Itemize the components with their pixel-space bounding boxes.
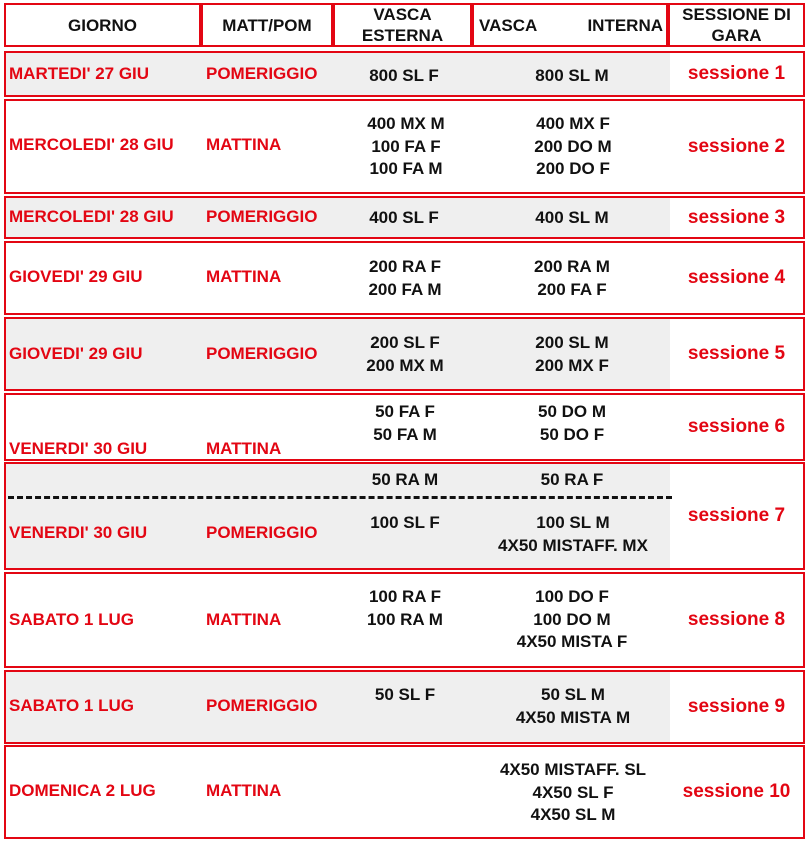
event-item: 100 FA F — [371, 136, 441, 156]
vasca-interna-events — [473, 512, 673, 557]
schedule-row — [4, 462, 805, 570]
event-item: 50 DO M — [537, 402, 607, 421]
schedule-row — [4, 196, 805, 239]
event-item: 200 DO M — [534, 136, 612, 156]
event-item: 50 RA M — [371, 470, 439, 489]
event-item: 4X50 SL M — [530, 805, 616, 824]
event-item: 200 MX M — [366, 355, 444, 375]
day-label: VENERDI' 30 GIU — [9, 439, 148, 458]
event-item: 50 RA F — [540, 470, 604, 489]
event-item: 200 MX F — [535, 355, 609, 375]
event-item: 100 SL M — [536, 513, 610, 532]
time-of-day-label: MATTINA — [206, 267, 282, 286]
time-of-day-label: POMERIGGIO — [206, 696, 318, 715]
event-item: 400 SL M — [535, 208, 609, 227]
event-item: 50 DO F — [539, 424, 605, 444]
session-label: sessione 10 — [682, 781, 791, 802]
event-item: 400 MX M — [367, 114, 445, 133]
header-vasca-label: VASCA — [479, 15, 538, 35]
schedule-row — [4, 99, 805, 194]
vasca-interna-events — [472, 207, 672, 230]
schedule-row — [4, 51, 805, 97]
session-label: sessione 7 — [687, 505, 786, 526]
vasca-interna-events — [472, 65, 672, 88]
event-item: 200 RA F — [368, 257, 442, 276]
event-item: 50 FA F — [375, 402, 435, 421]
event-item: 4X50 MISTAFF. MX — [498, 535, 648, 555]
time-of-day-label: MATTINA — [206, 610, 282, 629]
event-item: 50 FA M — [373, 424, 437, 444]
event-item: 800 SL M — [535, 66, 609, 85]
event-item: 200 SL F — [370, 333, 440, 352]
event-item: 100 DO M — [533, 609, 611, 629]
header-sessione: SESSIONE DI GARA — [668, 3, 805, 47]
time-of-day-label: MATTINA — [206, 439, 282, 458]
time-of-day-label: POMERIGGIO — [206, 344, 318, 363]
event-item: 50 SL M — [541, 685, 605, 704]
event-item: 400 MX F — [536, 114, 610, 133]
header-interna-label: INTERNA — [587, 15, 663, 35]
day-label: GIOVEDI' 29 GIU — [9, 267, 143, 286]
event-item: 200 DO F — [536, 159, 610, 178]
time-of-day-label: MATTINA — [206, 135, 282, 154]
schedule-row — [4, 317, 805, 391]
day-label: DOMENICA 2 LUG — [9, 781, 156, 800]
event-item: 4X50 SL F — [532, 782, 614, 802]
day-label: MARTEDI' 27 GIU — [9, 64, 150, 83]
vasca-interna-events — [472, 586, 672, 654]
time-of-day-label: POMERIGGIO — [206, 64, 318, 83]
event-item: 200 FA M — [368, 279, 442, 299]
vasca-interna-events-top — [472, 469, 672, 492]
session-label: sessione 5 — [687, 343, 786, 364]
event-item: 4X50 MISTA M — [515, 707, 631, 727]
event-item: 200 RA M — [534, 257, 610, 276]
vasca-interna-events — [472, 401, 672, 446]
event-item: 800 SL F — [369, 66, 439, 85]
schedule-row — [4, 670, 805, 744]
schedule-row — [4, 745, 805, 839]
session-label: sessione 2 — [687, 135, 786, 157]
vasca-interna-events — [472, 256, 672, 301]
day-label: SABATO 1 LUG — [9, 610, 134, 629]
event-item: 50 SL F — [374, 685, 436, 704]
event-item: 200 SL M — [535, 333, 609, 352]
dashed-separator — [8, 496, 672, 499]
day-label: MERCOLEDI' 28 GIU — [9, 135, 174, 154]
vasca-interna-events — [473, 684, 673, 729]
event-item: 100 SL F — [370, 513, 440, 532]
time-of-day-label: MATTINA — [206, 781, 282, 800]
session-label: sessione 3 — [687, 206, 786, 228]
header-vasca-esterna: VASCA ESTERNA — [333, 3, 472, 47]
schedule-row — [4, 572, 805, 668]
header-mattpom: MATT/POM — [201, 3, 333, 47]
session-label: sessione 1 — [687, 63, 786, 84]
vasca-interna-events — [472, 332, 672, 377]
event-item: 4X50 MISTA F — [516, 632, 628, 651]
event-item: 200 FA F — [537, 279, 607, 299]
session-label: sessione 8 — [687, 609, 786, 630]
day-label: MERCOLEDI' 28 GIU — [9, 207, 174, 226]
day-label: VENERDI' 30 GIU — [9, 523, 148, 542]
day-label: GIOVEDI' 29 GIU — [9, 344, 143, 363]
session-label: sessione 9 — [687, 696, 786, 717]
time-of-day-label: POMERIGGIO — [206, 523, 318, 542]
schedule-row — [4, 393, 805, 461]
event-item: 4X50 MISTAFF. SL — [499, 760, 647, 779]
time-of-day-label: POMERIGGIO — [206, 207, 318, 226]
session-label: sessione 4 — [687, 267, 786, 288]
day-label: SABATO 1 LUG — [9, 696, 134, 715]
schedule-row — [4, 241, 805, 315]
event-item: 100 DO F — [535, 587, 609, 606]
header-vasca-interna — [472, 3, 668, 47]
header-giorno: GIORNO — [4, 3, 201, 47]
session-label: sessione 6 — [687, 416, 786, 437]
event-item: 100 RA M — [367, 609, 443, 629]
vasca-interna-events — [473, 759, 673, 827]
event-item: 400 SL F — [369, 208, 439, 227]
event-item: 100 FA M — [369, 159, 443, 178]
vasca-interna-events — [473, 113, 673, 181]
event-item: 100 RA F — [368, 587, 442, 606]
